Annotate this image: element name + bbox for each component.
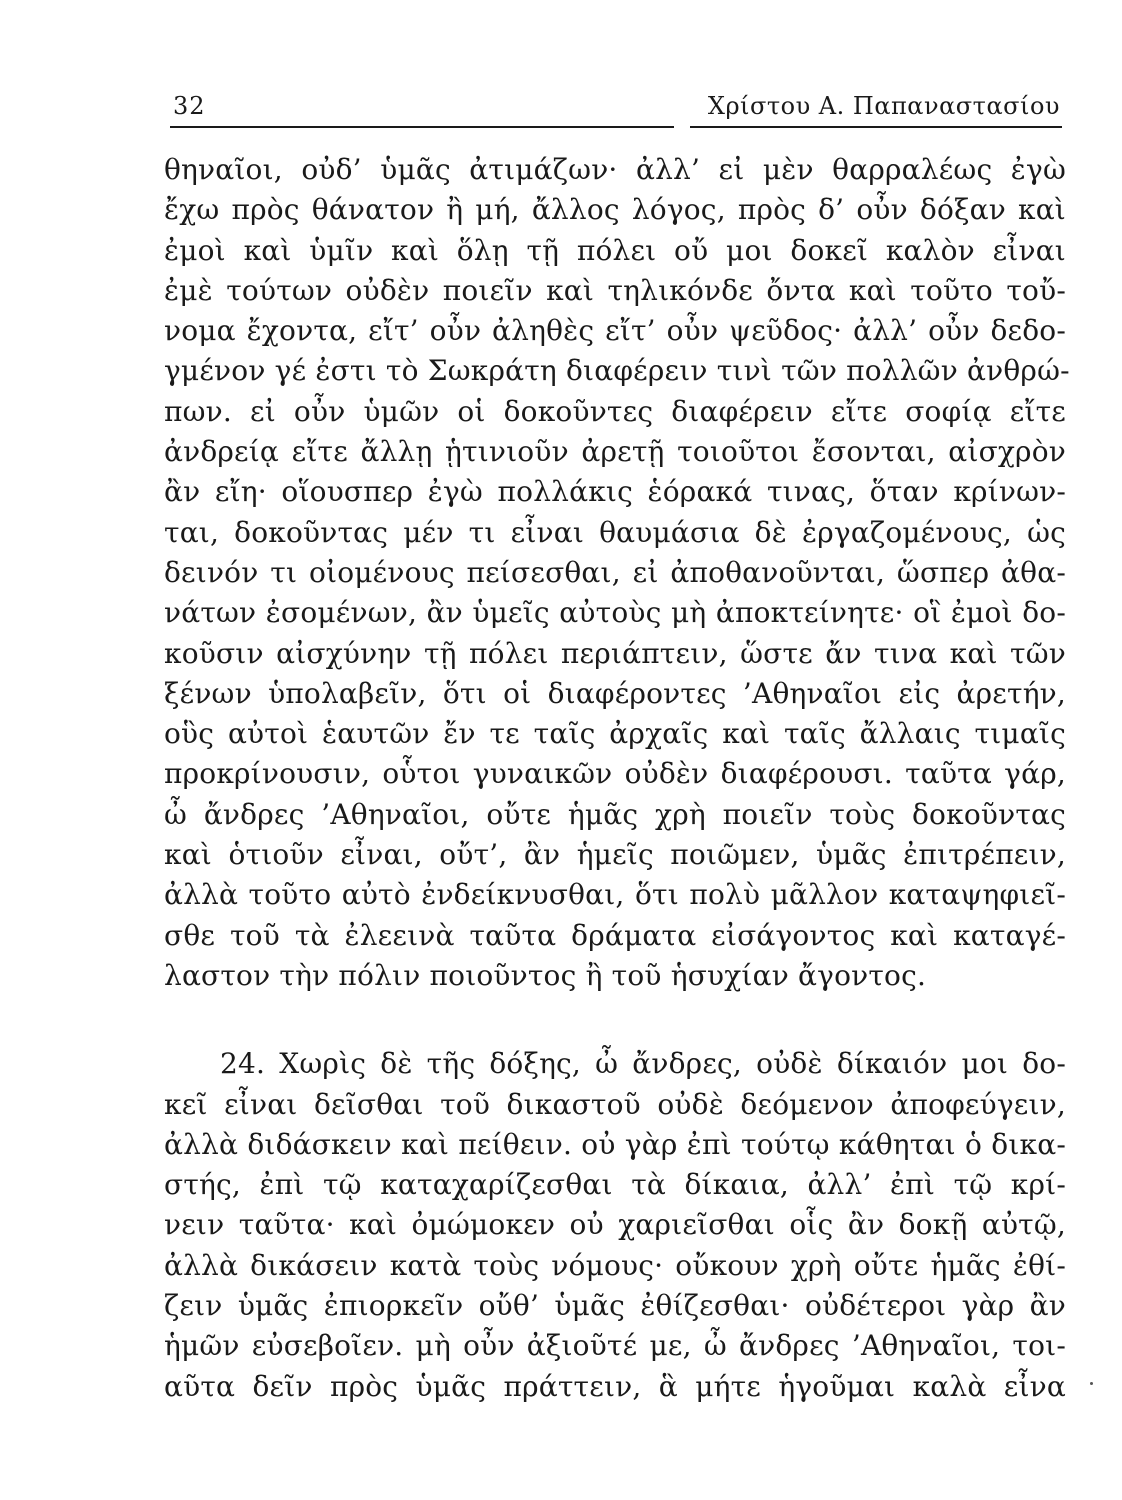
text-line: νομα ἔχοντα, εἴτ’ οὖν ἀληθὲς εἴτ’ οὖν ψεῦδος· ἀλλ’ οὖν δεδο- bbox=[164, 314, 1066, 348]
page-number: 32 bbox=[173, 92, 206, 120]
text-line: ἡμῶν εὐσεβοῖεν. μὴ οὖν ἀξιοῦτέ με, ὦ ἄνδρες ’Αθηναῖοι, τοι- bbox=[164, 1329, 1066, 1363]
text-line: ἀλλὰ δικάσειν κατὰ τοὺς νόμους· οὔκουν χρὴ οὔτε ἡμᾶς ἐθί- bbox=[164, 1248, 1066, 1282]
margin-speck bbox=[1090, 1382, 1093, 1385]
text-line: 24. Χωρὶς δὲ τῆς δόξης, ὦ ἄνδρες, οὐδὲ δίκαιόν μοι δο- bbox=[220, 1047, 1066, 1081]
text-line: ἐμὲ τούτων οὐδὲν ποιεῖν καὶ τηλικόνδε ὄντα καὶ τοῦτο τοὔ- bbox=[164, 273, 1066, 307]
text-line: ἔχω πρὸς θάνατον ἢ μή, ἄλλος λόγος, πρὸς δ’ οὖν δόξαν καὶ bbox=[164, 193, 1066, 227]
text-line: νειν ταῦτα· καὶ ὀμώμοκεν οὐ χαριεῖσθαι οἷς ἂν δοκῇ αὐτῷ, bbox=[164, 1208, 1066, 1242]
text-line: θηναῖοι, οὐδ’ ὑμᾶς ἀτιμάζων· ἀλλ’ εἰ μὲν θαρραλέως ἐγὼ bbox=[164, 153, 1066, 186]
text-line: γμένον γέ ἐστι τὸ Σωκράτη διαφέρειν τινὶ τῶν πολλῶν ἀνθρώ- bbox=[164, 354, 1070, 388]
running-title: Χρίστου Α. Παπαναστασίου bbox=[707, 92, 1060, 120]
text-line: οὓς αὐτοὶ ἑαυτῶν ἔν τε ταῖς ἀρχαῖς καὶ ταῖς ἄλλαις τιμαῖς bbox=[164, 717, 1066, 751]
running-head bbox=[170, 86, 1062, 126]
text-line: ζειν ὑμᾶς ἐπιορκεῖν οὔθ’ ὑμᾶς ἐθίζεσθαι· οὐδέτεροι γὰρ ἂν bbox=[164, 1289, 1066, 1323]
text-line: κεῖ εἶναι δεῖσθαι τοῦ δικαστοῦ οὐδὲ δεόμενον ἀποφεύγειν, bbox=[164, 1087, 1066, 1121]
text-line: ἀλλὰ τοῦτο αὐτὸ ἐνδείκνυσθαι, ὅτι πολὺ μᾶλλον καταψηφιεῖ- bbox=[164, 878, 1066, 912]
text-line: δεινόν τι οἰομένους πείσεσθαι, εἰ ἀποθανοῦνται, ὥσπερ ἀθα- bbox=[164, 555, 1066, 589]
header-rule-left bbox=[170, 126, 674, 128]
paragraph-1 bbox=[164, 150, 1070, 996]
header-rule-right bbox=[690, 126, 1062, 128]
text-line: ἀλλὰ διδάσκειν καὶ πείθειν. οὐ γὰρ ἐπὶ τούτῳ κάθηται ὁ δικα- bbox=[164, 1127, 1066, 1161]
text-line: πων. εἰ οὖν ὑμῶν οἱ δοκοῦντες διαφέρειν εἴτε σοφίᾳ εἴτε bbox=[164, 394, 1066, 428]
paragraph-2 bbox=[164, 1044, 1066, 1407]
text-line: λαστον τὴν πόλιν ποιοῦντος ἢ τοῦ ἡσυχίαν ἄγοντος. bbox=[164, 958, 927, 992]
text-line: ἂν εἴη· οἵουσπερ ἐγὼ πολλάκις ἑόρακά τινας, ὅταν κρίνων- bbox=[164, 475, 1066, 509]
text-line: καὶ ὁτιοῦν εἶναι, οὔτ’, ἂν ἡμεῖς ποιῶμεν, ὑμᾶς ἐπιτρέπειν, bbox=[164, 838, 1066, 872]
text-line: νάτων ἐσομένων, ἂν ὑμεῖς αὐτοὺς μὴ ἀποκτείνητε· οἳ ἐμοὶ δο- bbox=[164, 596, 1066, 630]
text-line: ἐμοὶ καὶ ὑμῖν καὶ ὅλῃ τῇ πόλει οὔ μοι δοκεῖ καλὸν εἶναι bbox=[164, 233, 1066, 267]
text-line: ξένων ὑπολαβεῖν, ὅτι οἱ διαφέροντες ’Αθηναῖοι εἰς ἀρετήν, bbox=[164, 676, 1066, 710]
paragraph-gap bbox=[164, 996, 1066, 1044]
text-line: ται, δοκοῦντας μέν τι εἶναι θαυμάσια δὲ ἐργαζομένους, ὡς bbox=[164, 515, 1066, 549]
text-line: προκρίνουσιν, οὗτοι γυναικῶν οὐδὲν διαφέρουσι. ταῦτα γάρ, bbox=[164, 757, 1066, 791]
text-line: ἀνδρείᾳ εἴτε ἄλλῃ ᾑτινιοῦν ἀρετῇ τοιοῦτοι ἔσονται, αἰσχρὸν bbox=[164, 435, 1066, 469]
text-line: κοῦσιν αἰσχύνην τῇ πόλει περιάπτειν, ὥστε ἄν τινα καὶ τῶν bbox=[164, 636, 1066, 670]
body-text bbox=[164, 150, 1070, 1407]
text-line: ὦ ἄνδρες ’Αθηναῖοι, οὔτε ἡμᾶς χρὴ ποιεῖν τοὺς δοκοῦντας bbox=[164, 797, 1066, 831]
text-line: αῦτα δεῖν πρὸς ὑμᾶς πράττειν, ἃ μήτε ἡγοῦμαι καλὰ εἶνα bbox=[164, 1369, 1066, 1403]
text-line: στής, ἐπὶ τῷ καταχαρίζεσθαι τὰ δίκαια, ἀλλ’ ἐπὶ τῷ κρί- bbox=[164, 1168, 1066, 1202]
text-line: σθε τοῦ τὰ ἐλεεινὰ ταῦτα δράματα εἰσάγοντος καὶ καταγέ- bbox=[164, 918, 1066, 952]
